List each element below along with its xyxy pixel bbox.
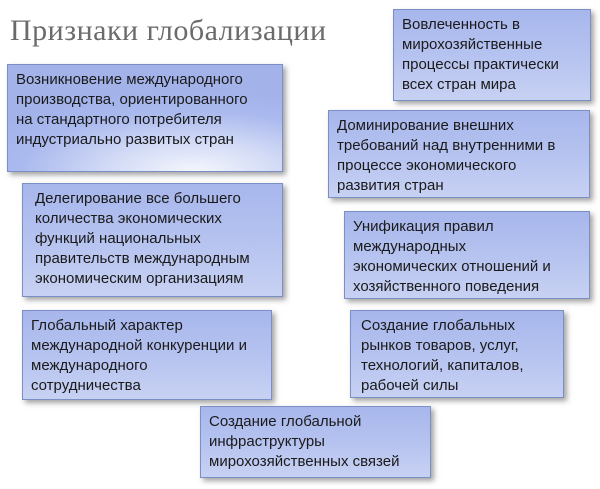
box-text-line: Делегирование все большего [35,190,241,207]
box-text-line: Унификация правил [353,218,494,235]
box-international-production [7,64,283,172]
box-delegation-functions [22,183,283,297]
box-text-line: Возникновение международного [16,71,243,88]
diagram-title: Признаки глобализации [10,14,327,47]
box-text-line: международного [31,357,148,374]
box-text-line: инфраструктуры [209,433,325,450]
box-text-line: экономическим организациям [35,270,244,287]
box-text-line: процессе экономического [337,157,517,174]
box-text-line: мирохозяйственные [402,36,543,53]
box-text-line: Вовлеченность в [402,16,520,33]
box-text-line: Глобальный характер [31,317,183,334]
box-text-line: всех стран мира [402,76,516,93]
box-text-line: мирохозяйственных связей [209,453,400,470]
box-text-line: Доминирование внешних [337,117,514,134]
box-text-line: индустриально развитых стран [16,131,234,148]
box-text-line: хозяйственного поведения [353,278,540,295]
box-text-line: функций национальных [35,230,201,247]
box-text-line: процессы практически [402,56,559,73]
box-text-line: производства, ориентированного [16,91,248,108]
box-text-line: рынков товаров, услуг, [361,337,519,354]
box-text-line: рабочей силы [361,377,459,394]
box-text-line: экономических отношений и [353,258,551,275]
box-text-line: требований над внутренними в [337,137,556,154]
box-global-competition [22,310,272,400]
box-global-infrastructure [200,406,431,478]
box-text-line: правительств международным [35,250,250,267]
box-text-line: Создание глобальной [209,413,362,430]
box-involvement-all-countries [393,9,591,101]
box-text-line: количества экономических [35,210,222,227]
box-text-line: международной конкуренции и [31,337,247,354]
box-external-requirements-dominance [328,110,590,198]
box-text-line: технологий, капиталов, [361,357,524,374]
box-global-markets [350,310,564,398]
box-text-line: международных [353,238,467,255]
box-rules-unification [344,211,590,299]
box-text-line: развития стран [337,177,444,194]
box-text-line: сотрудничества [31,377,141,394]
box-text-line: на стандартного потребителя [16,111,222,128]
box-text-line: Создание глобальных [361,317,515,334]
